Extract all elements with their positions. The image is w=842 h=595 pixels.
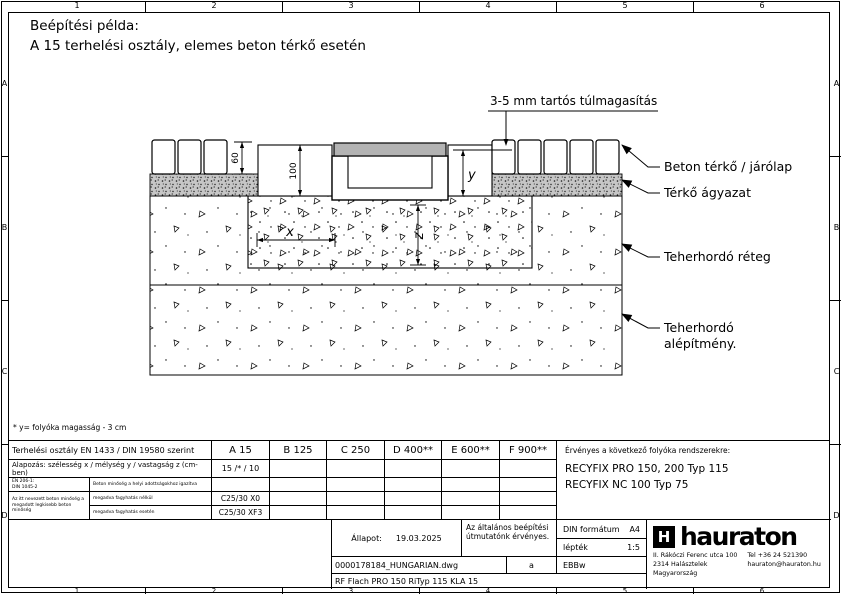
dim-x-label: x [286, 225, 294, 240]
foundation-value [326, 459, 384, 477]
concrete-row-label: megadva fagyhatás esetén [89, 505, 211, 519]
concrete-row-label: Beton minőség a helyi adottságokhoz igazítva [89, 477, 211, 491]
leader-bedding [622, 180, 660, 193]
status-cell [331, 519, 461, 556]
concrete-standard-line2: DIN 1045-2 [12, 484, 38, 490]
valid-systems-header: Érvényes a következő folyóka rendszerekre: [565, 446, 731, 455]
ruler-tick [1, 444, 8, 445]
concrete-row-label: megadva fagyhatás nélkül [89, 491, 211, 505]
label-paver: Beton térkő / járólap [664, 159, 793, 174]
valid-system: RECYFIX NC 100 Typ 75 [565, 479, 689, 492]
ruler-tick [1, 156, 8, 157]
leader-base [622, 244, 660, 257]
scale-label: lépték [563, 543, 588, 552]
ruler-tick [830, 444, 841, 445]
ruler-tick [419, 1, 420, 12]
format-value: A4 [629, 524, 640, 534]
foundation-value [441, 459, 499, 477]
ruler-row-label: C [833, 367, 840, 376]
dim-arrow [240, 168, 244, 174]
ruler-row-label: D [1, 511, 8, 520]
class-header: D 400** [384, 441, 441, 459]
concrete-value [384, 477, 441, 491]
class-header: C 250 [326, 441, 384, 459]
overheight-note: 3-5 mm tartós túlmagasítás [490, 94, 658, 108]
concrete-note: Az itt nevezett beton minőség a megadott legkisebb beton minőség [9, 491, 89, 519]
product-name: RF Flach PRO 150 RiTyp 115 KLA 15 [331, 573, 646, 589]
ruler-row-label: D [833, 511, 840, 520]
valid-system: RECYFIX PRO 150, 200 Typ 115 [565, 463, 729, 475]
concrete-value [384, 491, 441, 505]
concrete-value [269, 491, 326, 505]
channel-grate [334, 143, 446, 156]
concrete-value [384, 505, 441, 519]
dim-100-label: 100 [289, 162, 299, 180]
concrete-value [211, 477, 269, 491]
fine-print-cell [9, 519, 331, 589]
load-class-label: Terhelési osztály EN 1433 / DIN 19580 szerint [12, 445, 195, 455]
ruler-col-label: 1 [74, 587, 80, 595]
ruler-tick [556, 1, 557, 12]
foundation-value: 15 /* / 10 [211, 459, 269, 477]
concrete-value [326, 477, 384, 491]
concrete-value: C25/30 X0 [211, 491, 269, 505]
label-subbase-1: Teherhordó [664, 320, 734, 335]
label-base: Teherhordó réteg [664, 249, 771, 264]
brand-contact [747, 552, 820, 578]
ruler-col-label: 4 [485, 587, 491, 595]
ruler-col-label: 6 [759, 1, 765, 10]
ruler-row-label: A [1, 79, 8, 88]
ruler-col-label: 6 [759, 587, 765, 595]
hauraton-logo-icon: H [653, 526, 675, 548]
concrete-standard [9, 477, 89, 491]
ruler-tick [693, 1, 694, 12]
ruler-row-label: C [1, 367, 8, 376]
file-name: 0000178184_HUNGARIAN.dwg [331, 556, 506, 573]
address-line: Magyarország [653, 569, 698, 577]
spec-table [8, 440, 830, 588]
ruler-tick [830, 300, 841, 301]
cross-section-drawing [140, 88, 800, 388]
footnote-y: * y= folyóka magasság - 3 cm [13, 423, 127, 432]
class-header: E 600** [441, 441, 499, 459]
status-label: Állapot: [351, 533, 382, 543]
concrete-value [441, 505, 499, 519]
subbase-layer [150, 285, 622, 375]
general-note: Az általános beépítési útmutatónk érvényes. [461, 519, 556, 556]
dim-arrow [240, 142, 244, 148]
ruler-tick [830, 156, 841, 157]
ruler-col-label: 3 [348, 1, 354, 10]
scale-cell [556, 538, 646, 556]
ruler-row-label: B [1, 223, 8, 232]
concrete-value [326, 491, 384, 505]
foundation-value [384, 459, 441, 477]
contact-email: hauraton@hauraton.hu [747, 560, 821, 568]
contact-phone: Tel +36 24 521390 [747, 552, 808, 559]
class-header: F 900** [499, 441, 556, 459]
ruler-col-label: 3 [348, 587, 354, 595]
leader-subbase [622, 314, 660, 328]
class-header: A 15 [211, 441, 269, 459]
ruler-tick [282, 1, 283, 12]
valid-systems [556, 441, 831, 519]
label-subbase-2: alépítmény. [664, 336, 737, 351]
ruler-col-label: 2 [211, 587, 217, 595]
title-line1: Beépítési példa: [30, 18, 139, 34]
address-line: II. Rákóczi Ferenc utca 100 [653, 552, 738, 559]
class-header: B 125 [269, 441, 326, 459]
concrete-value [269, 477, 326, 491]
label-bedding: Térkő ágyazat [664, 185, 751, 200]
brand-block [646, 519, 831, 589]
concrete-value: C25/30 XF3 [211, 505, 269, 519]
ruler-col-label: 1 [74, 1, 80, 10]
pavers-left [152, 140, 227, 174]
author: EBBw [556, 556, 646, 573]
foundation-label: Alapozás: szélesség x / mélység y / vastagság z (cm-ben) [9, 459, 211, 477]
concrete-value [499, 505, 556, 519]
ruler-row-label: A [833, 79, 840, 88]
brand-address [653, 552, 737, 578]
dim-y-label: y [468, 168, 476, 183]
scale-value: 1:5 [627, 543, 640, 552]
dim-z-label: z [412, 232, 427, 240]
concrete-value [499, 477, 556, 491]
ruler-col-label: 5 [622, 587, 628, 595]
concrete-value [499, 491, 556, 505]
ruler-col-label: 2 [211, 1, 217, 10]
format-label: DIN formátum [563, 524, 620, 534]
ruler-col-label: 4 [485, 1, 491, 10]
title-line2: A 15 terhelési osztály, elemes beton térkő esetén [30, 37, 366, 54]
ruler-row-label: B [833, 223, 840, 232]
concrete-value [326, 505, 384, 519]
dim-60-label: 60 [231, 152, 241, 164]
channel-cavity [348, 156, 432, 188]
brand-wordmark: hauraton [680, 522, 797, 551]
foundation-value [269, 459, 326, 477]
revision: a [506, 556, 556, 573]
pavers-right [492, 140, 619, 174]
address-line: 2314 Halásztelek [653, 560, 708, 568]
leader-paver [622, 145, 660, 167]
ruler-col-label: 5 [622, 1, 628, 10]
concrete-value [441, 491, 499, 505]
format-cell [556, 519, 646, 538]
status-date: 19.03.2025 [395, 533, 442, 543]
drawing-title [30, 17, 366, 56]
concrete-value [269, 505, 326, 519]
ruler-tick [145, 1, 146, 12]
ruler-tick [1, 300, 8, 301]
concrete-value [441, 477, 499, 491]
foundation-value [499, 459, 556, 477]
concrete-standard-line1: EN 206-1: [12, 479, 35, 484]
